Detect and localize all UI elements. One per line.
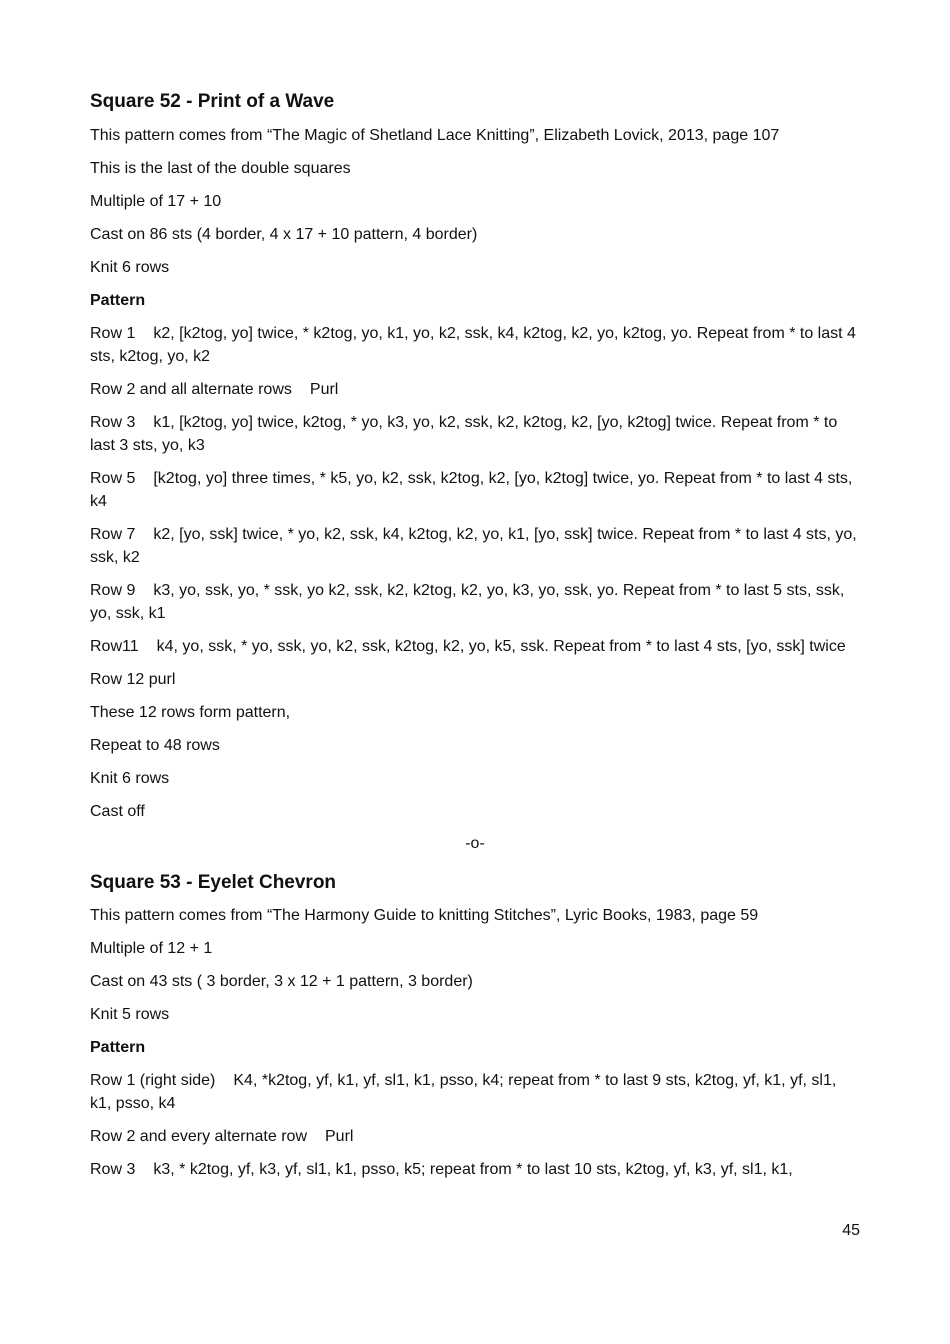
square-52-pattern-heading: Pattern: [90, 291, 146, 309]
row-label: Row 2 and all alternate rows: [90, 380, 292, 398]
square-52-form-note: These 12 rows form pattern,: [90, 703, 291, 721]
row-instructions: k3, yo, ssk, yo, * ssk, yo k2, ssk, k2, k2tog, k2, yo, k3, yo, ssk, yo. Repeat from * to last 5 sts, ssk, yo, ssk, k1: [90, 581, 845, 622]
pattern-row: [90, 1158, 860, 1181]
pattern-row: [90, 579, 860, 625]
row-label: Row11: [90, 637, 139, 655]
square-53-section: [90, 871, 860, 1182]
row-instructions: Purl: [309, 380, 339, 398]
row-label: Row 3: [90, 1161, 136, 1179]
pattern-row: [90, 378, 860, 401]
row-instructions: k3, * k2tog, yf, k3, yf, sl1, k1, psso, k5; repeat from * to last 10 sts, k2tog, yf, k3, yf, sl1, k1,: [153, 1161, 793, 1179]
row-instructions: [k2tog, yo] three times, * k5, yo, k2, ssk, k2tog, k2, [yo, k2tog] twice, yo. Repeat from * to last 4 sts, k4: [90, 469, 853, 510]
row-label: Row 1: [90, 324, 136, 342]
square-53-source: This pattern comes from “The Harmony Guide to knitting Stitches”, Lyric Books, 1983, page 59: [90, 907, 759, 925]
row-label: Row 12 purl: [90, 670, 176, 688]
row-label: Row 9: [90, 581, 136, 599]
square-52-title: Square 52 - Print of a Wave: [90, 91, 335, 112]
square-52-source: This pattern comes from “The Magic of Shetland Lace Knitting”, Elizabeth Lovick, 2013, page 107: [90, 126, 780, 144]
square-53-multiple: Multiple of 12 + 1: [90, 940, 213, 958]
row-label: Row 2 and every alternate row: [90, 1128, 307, 1146]
square-53-title: Square 53 - Eyelet Chevron: [90, 871, 337, 893]
row-label: Row 7: [90, 525, 136, 543]
row-instructions: k2, [yo, ssk] twice, * yo, k2, ssk, k4, k2tog, k2, yo, k1, [yo, ssk] twice. Repeat from * to last 4 sts, yo, ssk, k2: [90, 525, 857, 566]
pattern-row: [90, 467, 860, 513]
section-separator: -o-: [465, 834, 485, 852]
square-52-cast-off: Cast off: [90, 802, 145, 820]
page-number: 45: [842, 1222, 860, 1239]
square-53-pattern-heading: Pattern: [90, 1039, 146, 1057]
row-instructions: K4, *k2tog, yf, k1, yf, sl1, k1, psso, k4; repeat from * to last 9 sts, k2tog, yf, k1, yf, sl1, k1, psso, k4: [90, 1072, 837, 1113]
pattern-row: [90, 411, 860, 457]
row-instructions: k4, yo, ssk, * yo, ssk, yo, k2, ssk, k2tog, k2, yo, k5, ssk. Repeat from * to last 4 sts, [yo, ssk] twice: [156, 637, 846, 655]
pattern-row: [90, 1069, 860, 1115]
row-instructions: k1, [k2tog, yo] twice, k2tog, * yo, k3, yo, k2, ssk, k2, k2tog, k2, [yo, k2tog] twice. Repeat from * to last 3 sts, yo, k3: [90, 413, 838, 454]
square-53-cast-on: Cast on 43 sts ( 3 border, 3 x 12 + 1 pattern, 3 border): [90, 973, 473, 991]
pattern-row: [90, 668, 860, 691]
pattern-row: [90, 635, 860, 658]
row-label: Row 5: [90, 469, 136, 487]
square-52-cast-on: Cast on 86 sts (4 border, 4 x 17 + 10 pattern, 4 border): [90, 225, 478, 243]
row-instructions: Purl: [325, 1128, 354, 1146]
square-52-knit-start: Knit 6 rows: [90, 258, 170, 276]
pattern-row: [90, 523, 860, 569]
square-52-knit-end: Knit 6 rows: [90, 769, 170, 787]
pattern-row: [90, 1125, 860, 1148]
row-instructions: k2, [k2tog, yo] twice, * k2tog, yo, k1, yo, k2, ssk, k4, k2tog, k2, yo, k2tog, yo. Repeat from * to last 4 sts, k2tog, yo, k2: [90, 324, 856, 365]
page-content: [90, 90, 860, 1191]
row-label: Row 1 (right side): [90, 1072, 216, 1090]
square-52-repeat: Repeat to 48 rows: [90, 736, 220, 754]
pattern-row: [90, 322, 860, 368]
square-52-multiple: Multiple of 17 + 10: [90, 192, 222, 210]
square-52-note: This is the last of the double squares: [90, 159, 351, 177]
row-label: Row 3: [90, 413, 136, 431]
square-52-section: [90, 90, 860, 823]
square-53-knit-start: Knit 5 rows: [90, 1006, 170, 1024]
